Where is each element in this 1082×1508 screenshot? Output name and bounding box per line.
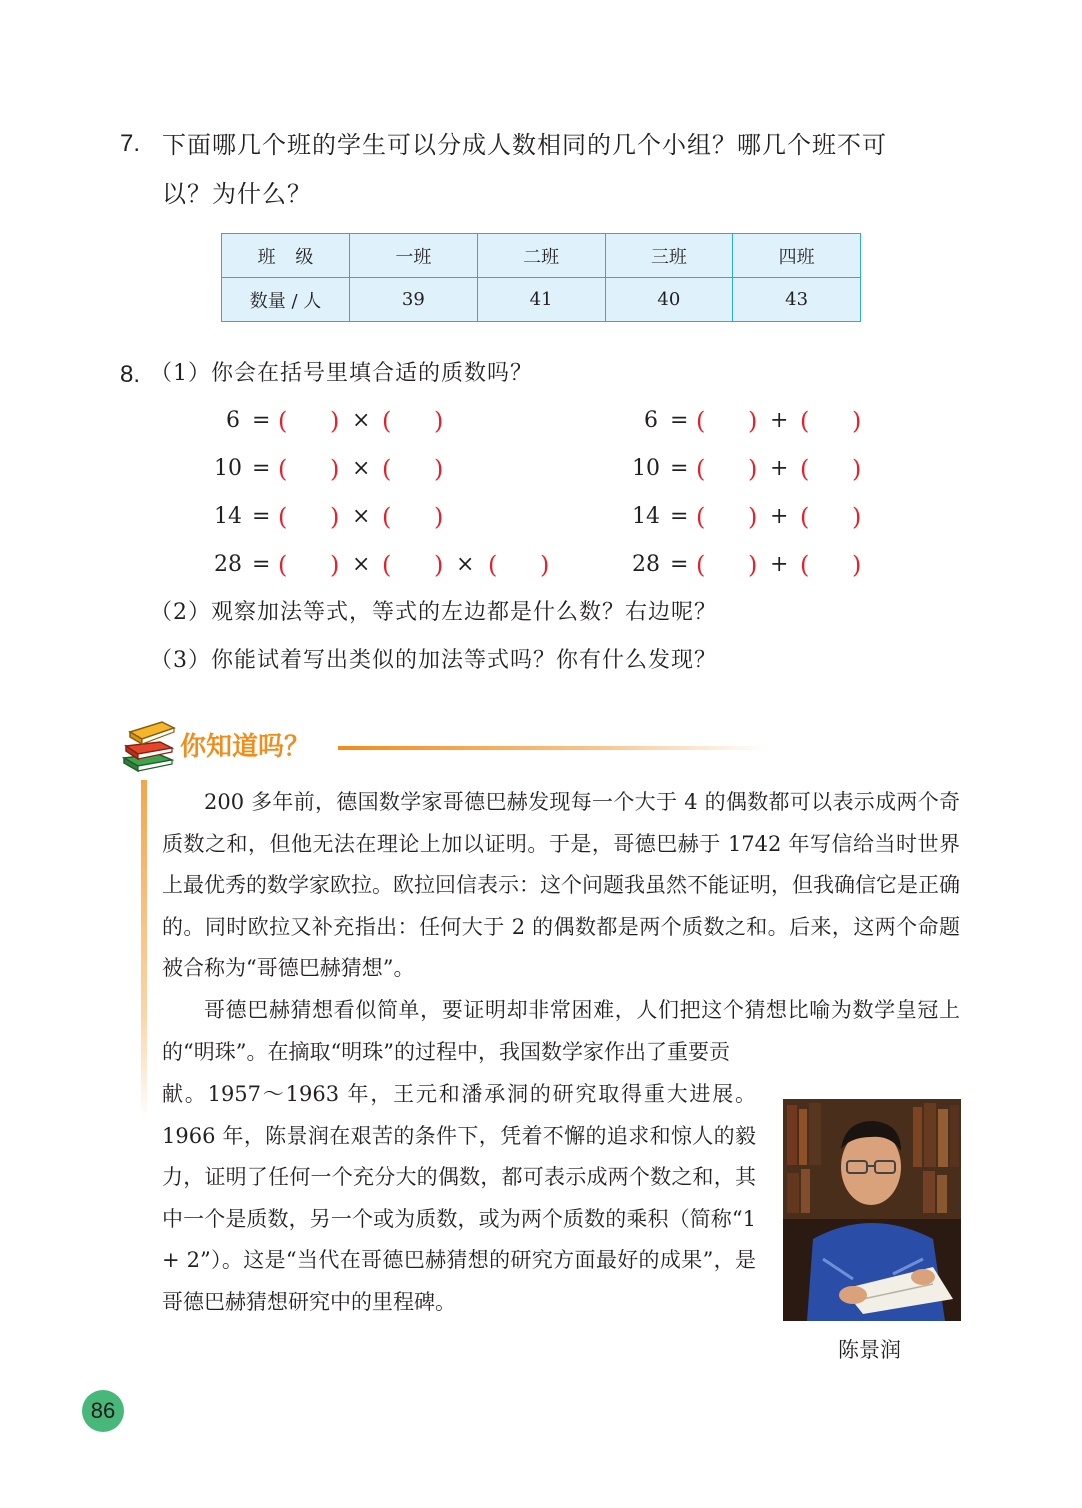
question-7-line2: 以？为什么？ — [162, 180, 312, 208]
blank-open-paren: ( — [800, 551, 810, 579]
did-you-know-paragraph-2: 哥德巴赫猜想看似简单，要证明却非常困难，人们把这个猜想比喻为数学皇冠上的“明珠”。在摘取“明珠”的过程中，我国数学家作出了重要贡 — [162, 998, 960, 1064]
equation-number: 28 — [214, 552, 242, 577]
equation-row — [632, 549, 972, 581]
blank-open-paren: ( — [488, 551, 498, 579]
blank-close-paren: ) — [748, 551, 758, 579]
question-8-number: 8. — [120, 361, 141, 388]
table-cell: 40 — [605, 278, 733, 322]
question-8-part1: （1）你会在括号里填合适的质数吗？ — [150, 361, 533, 386]
table-row — [222, 234, 861, 278]
blank-close-paren: ) — [748, 407, 758, 435]
blank-open-paren: ( — [696, 503, 706, 531]
equation-row — [214, 405, 554, 437]
blank-close-paren: ) — [434, 551, 444, 579]
blank-open-paren: ( — [382, 551, 392, 579]
blank-open-paren: ( — [278, 455, 288, 483]
equals-sign: = — [252, 408, 271, 433]
blank-close-paren: ) — [330, 407, 340, 435]
equals-sign: = — [670, 504, 689, 529]
blank-close-paren: ) — [434, 503, 444, 531]
blank-close-paren: ) — [748, 455, 758, 483]
blank-open-paren: ( — [800, 407, 810, 435]
operator-sign: × — [352, 408, 371, 433]
photo-caption: 陈景润 — [838, 1338, 901, 1362]
blank-open-paren: ( — [278, 551, 288, 579]
equation-number: 14 — [214, 504, 242, 529]
blank-open-paren: ( — [278, 503, 288, 531]
class-size-table — [221, 233, 861, 322]
equation-row — [632, 501, 972, 533]
blank-close-paren: ) — [852, 407, 862, 435]
blank-close-paren: ) — [852, 503, 862, 531]
blank-close-paren: ) — [330, 503, 340, 531]
chen-jingrun-photo — [783, 1099, 961, 1321]
operator-sign: × — [352, 504, 371, 529]
blank-close-paren: ) — [330, 551, 340, 579]
question-7-line1: 下面哪几个班的学生可以分成人数相同的几个小组？哪几个班不可 — [162, 131, 887, 159]
equation-number: 14 — [632, 504, 660, 529]
blank-open-paren: ( — [800, 455, 810, 483]
title-underline — [338, 746, 768, 750]
equals-sign: = — [670, 552, 689, 577]
equation-number: 6 — [644, 408, 658, 433]
table-cell: 41 — [477, 278, 605, 322]
blank-open-paren: ( — [696, 455, 706, 483]
equation-number: 10 — [214, 456, 242, 481]
equals-sign: = — [670, 456, 689, 481]
blank-open-paren: ( — [696, 407, 706, 435]
blank-close-paren: ) — [434, 407, 444, 435]
operator-sign: + — [770, 504, 789, 529]
equation-row — [214, 453, 554, 485]
equation-row — [214, 501, 554, 533]
blank-open-paren: ( — [800, 503, 810, 531]
equals-sign: = — [670, 408, 689, 433]
equation-number: 10 — [632, 456, 660, 481]
blank-close-paren: ) — [540, 551, 550, 579]
blank-open-paren: ( — [382, 503, 392, 531]
page-number: 86 — [82, 1390, 124, 1432]
equation-number: 28 — [632, 552, 660, 577]
question-8-part3: （3）你能试着写出类似的加法等式吗？你有什么发现？ — [150, 648, 717, 673]
did-you-know-title: 你知道吗？ — [180, 732, 311, 762]
operator-sign: + — [770, 408, 789, 433]
did-you-know-paragraph-2-continued: 献。1957～1963 年，王元和潘承洞的研究取得重大进展。1966 年，陈景润在艰苦的条件下，凭着不懈的追求和惊人的毅力，证明了任何一个充分大的偶数，都可表示成两个数之和，其中一个是质数，另一个或为质数，或为两个质数的乘积（简称“1 + 2”）。这是“当代在哥德巴赫猜想的研究方面最好的成果”，是哥德巴赫猜想研究中的里程碑。 — [162, 1082, 756, 1314]
equals-sign: = — [252, 504, 271, 529]
operator-sign: + — [770, 456, 789, 481]
table-cell: 二班 — [477, 234, 605, 278]
blank-close-paren: ) — [852, 455, 862, 483]
operator-sign: × — [456, 552, 475, 577]
question-7-number: 7. — [120, 130, 141, 157]
did-you-know-paragraph-1: 200 多年前，德国数学家哥德巴赫发现每一个大于 4 的偶数都可以表示成两个奇质数之和，但他无法在理论上加以证明。于是，哥德巴赫于 1742 年写信给当时世界上最优秀的数学家欧拉。欧拉回信表示：这个问题我虽然不能证明，但我确信它是正确的。同时欧拉又补充指出：任何大于 2 的偶数都是两个质数之和。后来，这两个命题被合称为“哥德巴赫猜想”。 — [162, 790, 960, 980]
equals-sign: = — [252, 552, 271, 577]
blank-open-paren: ( — [382, 407, 392, 435]
operator-sign: × — [352, 552, 371, 577]
table-cell: 三班 — [605, 234, 733, 278]
section-side-bar — [141, 780, 147, 1120]
blank-close-paren: ) — [330, 455, 340, 483]
equation-number: 6 — [226, 408, 240, 433]
equation-row — [632, 453, 972, 485]
table-cell: 四班 — [733, 234, 861, 278]
blank-open-paren: ( — [278, 407, 288, 435]
blank-close-paren: ) — [748, 503, 758, 531]
operator-sign: × — [352, 456, 371, 481]
table-cell: 39 — [350, 278, 478, 322]
blank-close-paren: ) — [852, 551, 862, 579]
operator-sign: + — [770, 552, 789, 577]
blank-open-paren: ( — [696, 551, 706, 579]
equation-row — [632, 405, 972, 437]
equation-row — [214, 549, 554, 581]
table-header-count: 数量 / 人 — [222, 278, 350, 322]
blank-close-paren: ) — [434, 455, 444, 483]
blank-open-paren: ( — [382, 455, 392, 483]
books-icon — [118, 714, 178, 774]
table-row — [222, 278, 861, 322]
table-cell: 一班 — [350, 234, 478, 278]
equals-sign: = — [252, 456, 271, 481]
question-8-part2: （2）观察加法等式，等式的左边都是什么数？右边呢？ — [150, 600, 717, 625]
table-cell: 43 — [733, 278, 861, 322]
table-header-class: 班 级 — [222, 234, 350, 278]
